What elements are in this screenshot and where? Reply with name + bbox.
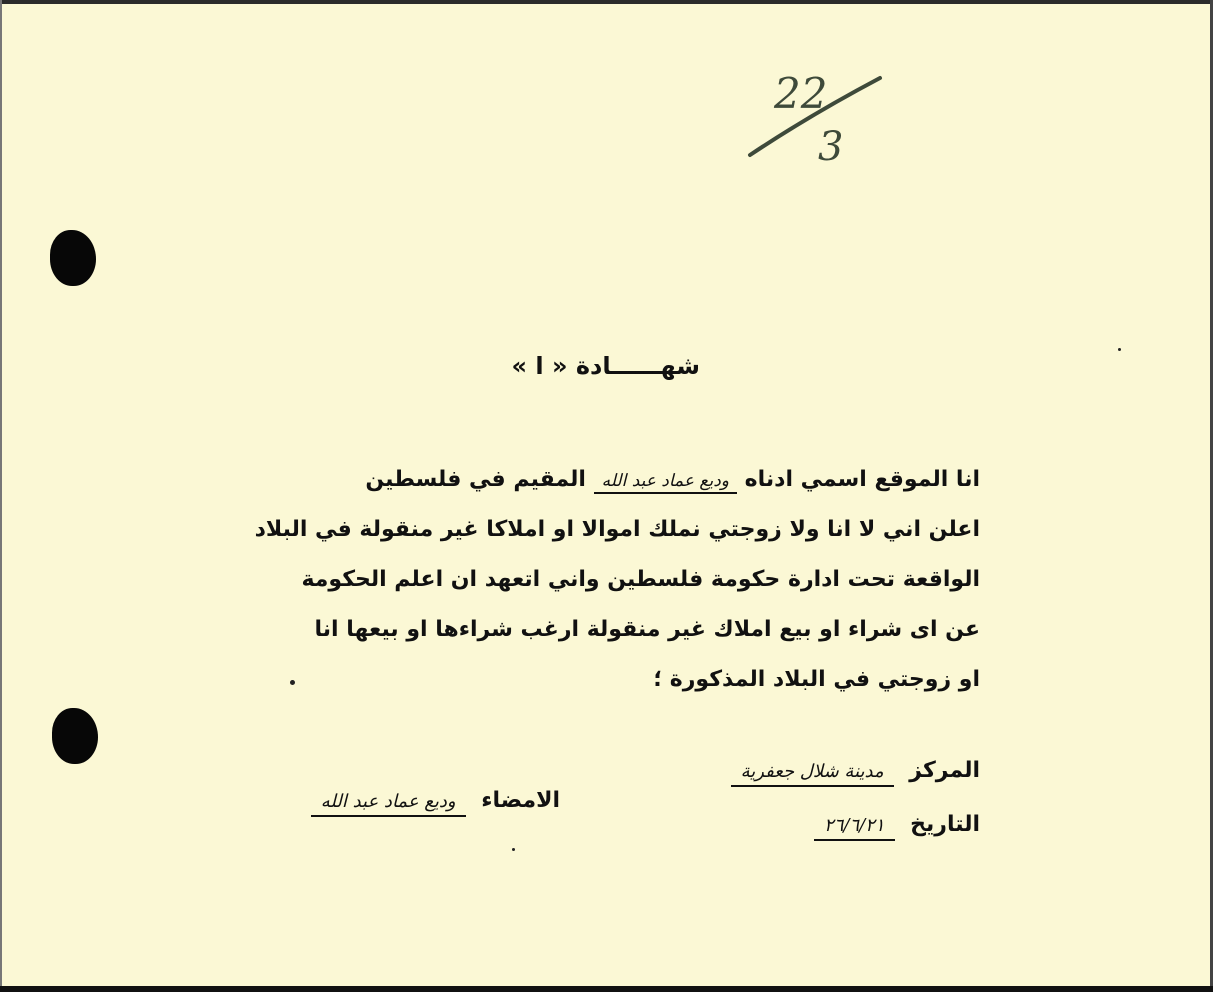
signature-value: وديع عماد عبد الله: [311, 789, 466, 817]
name-value: وديع عماد عبد الله: [594, 470, 737, 494]
scan-edge-bottom: [0, 986, 1213, 992]
punch-hole-top: [50, 230, 96, 286]
signature-label: الامضاء: [481, 788, 560, 813]
date-field: [690, 812, 980, 841]
center-field: [660, 758, 980, 787]
body-line-2: اعلن اني لا انا ولا زوجتي نملك اموالا او املاكا غير منقولة في البلاد: [254, 517, 980, 542]
ink-speck: [1118, 348, 1121, 351]
folio-bottom: 3: [818, 124, 844, 170]
center-label: المركز: [909, 758, 980, 783]
body-line-1-end: المقيم في فلسطين: [365, 467, 586, 492]
ink-speck: [290, 680, 295, 685]
body-line-1-start: انا الموقع اسمي ادناه: [744, 467, 980, 492]
body-line-5: او زوجتي في البلاد المذكورة ؛: [653, 667, 980, 692]
folio-number: [740, 60, 890, 170]
body-line-3: الواقعة تحت ادارة حكومة فلسطين واني اتعهد ان اعلم الحكومة: [301, 567, 980, 592]
signature-field: [200, 788, 560, 817]
ink-speck: [512, 848, 515, 851]
folio-top: 22: [774, 69, 828, 118]
body-line-1: [180, 455, 980, 505]
center-value: مدينة شلال جعفرية: [731, 759, 894, 787]
date-label: التاريخ: [910, 812, 980, 837]
document-title: شهــــــادة « ا »: [511, 352, 700, 380]
scan-edge-left: [0, 0, 2, 992]
scan-edge-top: [0, 0, 1213, 4]
date-value: ٢٦/٦/٢١: [814, 813, 894, 841]
declaration-body: [180, 455, 980, 705]
body-line-4: عن اى شراء او بيع املاك غير منقولة ارغب شراءها او بيعها انا: [314, 617, 980, 642]
punch-hole-bottom: [52, 708, 98, 764]
